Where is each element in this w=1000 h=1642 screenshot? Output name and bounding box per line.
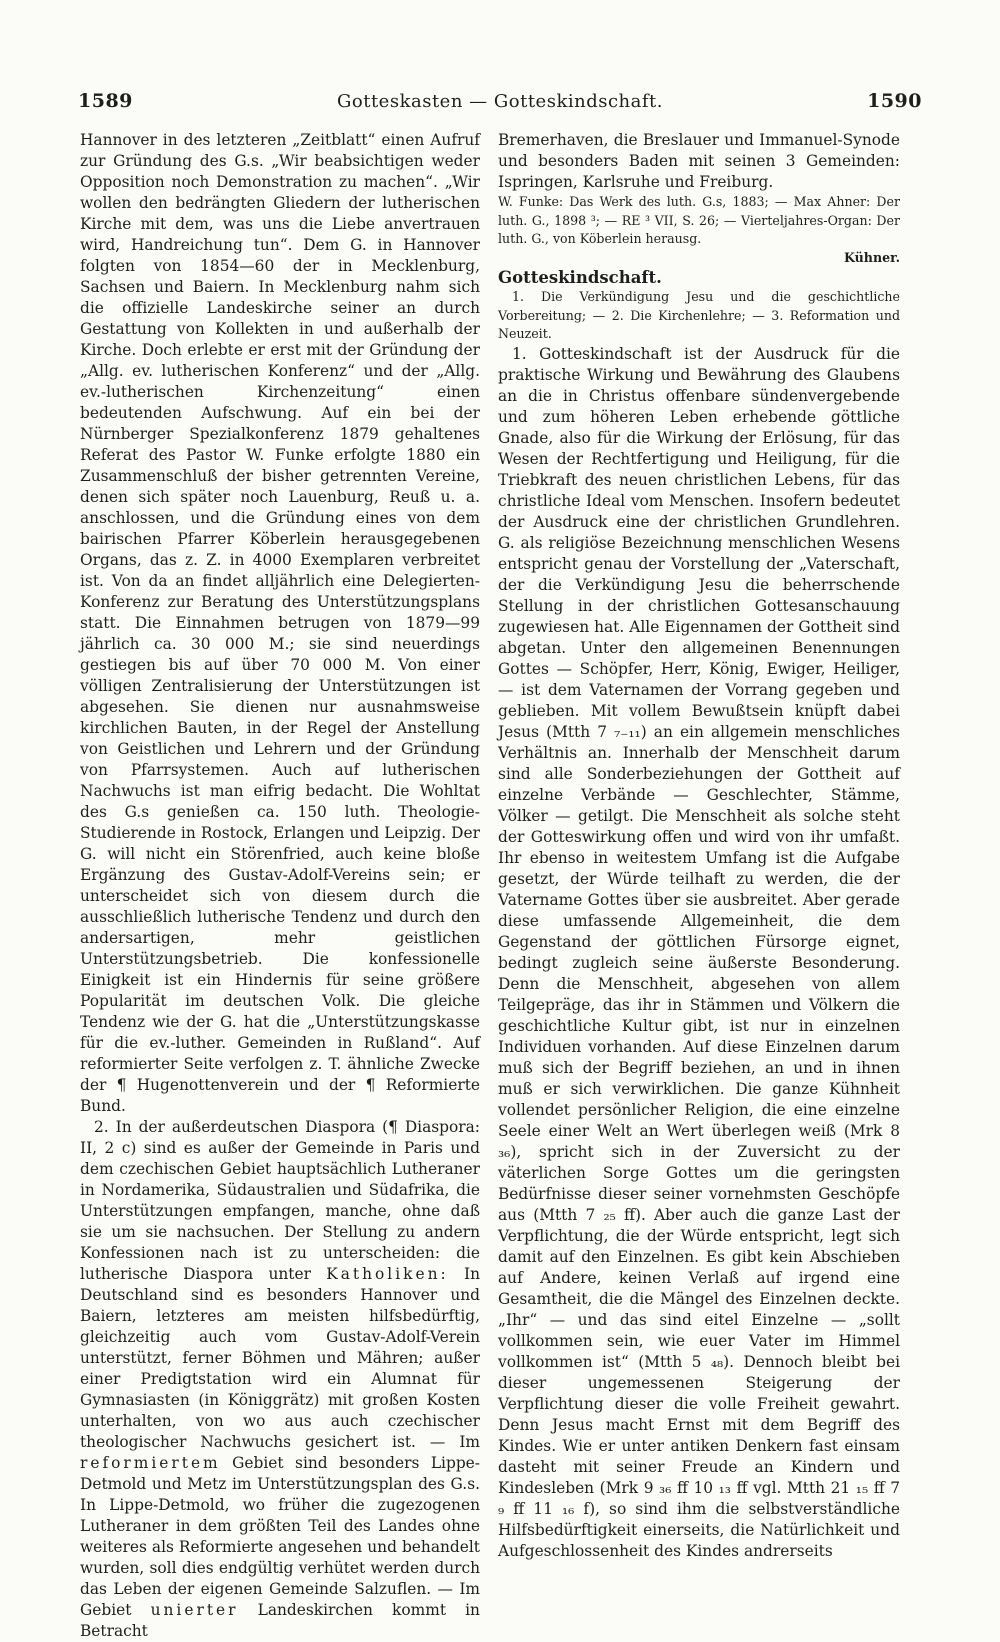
left-paragraph-2a: 2. In der außerdeutschen Diaspora (¶ Diaspora: II, 2 c) sind es außer der Gemeinde in Paris und dem czechischen Gebiet hauptsächlich Lutheraner in Nordamerika, Südaustralien und Südafrika, die Unterstützungen empfangen, manche, ohne daß sie um sie nachsuchen. Der Stellung zu andern Konfessionen nach ist zu unterscheiden: die lutherische Diaspora unter xyxy=(80,1118,480,1283)
page-header xyxy=(78,78,922,112)
references-text: W. Funke: Das Werk des luth. G.s, 1883; — Max Ahner: Der luth. G., 1898 ³; — RE ³ VII, S. 26; — Vierteljahres-Organ: Der luth. G., von Köberlein herausg. xyxy=(498,194,900,246)
page-number-left: 1589 xyxy=(78,90,133,112)
page-number-right: 1590 xyxy=(867,90,922,112)
left-paragraph-2 xyxy=(80,1117,480,1642)
left-column xyxy=(80,130,480,1642)
left-paragraph-2b: In Deutschland sind es besonders Hannover und Baiern, letzteres am meisten hilfsbedürftig, gleichzeitig auch vom Gustav-Adolf-Verein unterstützt, ferner Böhmen und Mähren; außer einer Predigtstation wird ein Alumnat für Gymnasiasten (in Königgrätz) mit großen Kosten unterhalten, von wo aus auch czechischer theologischer Nachwuchs gesichert ist. — Im xyxy=(80,1265,480,1451)
emphasis-katholiken: Katholiken: xyxy=(326,1265,449,1283)
emphasis-unierter: unierter xyxy=(150,1601,239,1619)
entry-outline xyxy=(498,288,900,344)
right-column xyxy=(498,130,900,1562)
article-author: Kühner. xyxy=(843,249,900,265)
left-paragraph-1: Hannover in des letzteren „Zeitblatt“ einen Aufruf zur Gründung des G.s. „Wir beabsichtigen weder Opposition noch Demonstration zu machen“. „Wir wollen den bedrängten Gliedern der lutherischen Kirche mit dem, was uns die Liebe anvertrauen wird, Handreichung tun“. Dem G. in Hannover folgten von 1854—60 der in Mecklenburg, Sachsen und Baiern. In Mecklenburg nahm sich die offizielle Landeskirche seiner an durch Gestattung von Kollekten in und außerhalb der Kirche. Doch erlebte er erst mit der Gründung der „Allg. ev. lutherischen Konferenz“ und der „Allg. ev.-lutherischen Kirchenzeitung“ einen bedeutenden Aufschwung. Auf ein bei der Nürnberger Spezialkonferenz 1879 gehaltenes Referat des Pastor W. Funke erfolgte 1880 ein Zusammenschluß der bisher getrennten Vereine, denen sich später noch Lauenburg, Reuß u. a. anschlossen, und die Gründung eines von dem bairischen Pfarrer Köberlein herausgegebenen Organs, das z. Z. in 4000 Exemplaren verbreitet ist. Von da an findet alljährlich eine Delegierten-Konferenz zur Beratung des Unterstützungsplans statt. Die Einnahmen betrugen von 1879—99 jährlich ca. 30 000 M.; sie sind neuerdings gestiegen bis auf über 70 000 M. Von einer völligen Zentralisierung der Unterstützungen ist abgesehen. Sie dienen nur ausnahmsweise kirchlichen Bauten, in der Regel der Anstellung von Geistlichen und Lehrern und der Gründung von Pfarrsystemen. Auch auf lutherischen Nachwuchs ist man eifrig bedacht. Die Wohltat des G.s genießen ca. 150 luth. Theologie-Studierende in Rostock, Erlangen und Leipzig. Der G. will nicht ein Störenfried, auch keine bloße Ergänzung des Gustav-Adolf-Vereins sein; er unterscheidet sich von diesem durch die ausschließlich lutherische Tendenz und durch den andersartigen, mehr geistlichen Unterstützungsbetrieb. Die konfessionelle Einigkeit ist ein Hindernis für seine größere Popularität im deutschen Volk. Die gleiche Tendenz wie der G. hat die „Unterstützungskasse für die ev.-luther. Gemeinden in Rußland“. Auf reformierter Seite verfolgen z. T. ähnliche Zwecke der ¶ Hugenottenverein und der ¶ Reformierte Bund. xyxy=(80,131,480,1115)
emphasis-reformiertem: reformiertem xyxy=(80,1454,221,1472)
left-paragraph-2d: Landeskirchen kommt in Betracht xyxy=(80,1601,480,1640)
entry-outline-text: 1. Die Verkündigung Jesu und die geschichtliche Vorbereitung; — 2. Die Kirchenlehre; — 3. Reformation und Neuzeit. xyxy=(498,289,900,341)
left-paragraph-2c: Gebiet sind besonders Lippe-Detmold und Metz im Unterstützungsplan des G.s. In Lippe-Detmold, wo früher die zugezogenen Lutheraner in dem größten Teil des Landes ohne weiteres als Reformierte angesehen und behandelt wurden, soll dies endgültig verhütet werden durch das Leben der eigenen Gemeinde Salzuflen. — Im Gebiet xyxy=(80,1454,480,1619)
references-block xyxy=(498,193,900,267)
right-paragraph-2: 1. Gotteskindschaft ist der Ausdruck für die praktische Wirkung und Bewährung des Glaubens an die in Christus offenbare sündenvergebende und zum höheren Leben erhebende göttliche Gnade, also für die Wirkung der Erlösung, für das Wesen der Rechtfertigung und Heiligung, für die Triebkraft des neuen christlichen Lebens, für das christliche Ideal vom Menschen. Insofern bedeutet der Ausdruck eine der christlichen Grundlehren. G. als religiöse Bezeichnung menschlichen Wesens entspricht genau der Vorstellung der „Vaterschaft, der die Verkündigung Jesu die beherrschende Stellung in der christlichen Gottesanschauung zugewiesen hat. Alle Eigennamen der Gottheit sind abgetan. Unter den allgemeinen Benennungen Gottes — Schöpfer, Herr, König, Ewiger, Heiliger, — ist dem Vaternamen der Vorrang gegeben und geblieben. Mit vollem Bewußtsein knüpft dabei Jesus (Mtth 7 ₇₋₁₁) an ein allgemein menschliches Verhältnis an. Innerhalb der Menschheit darum sind alle Sonderbeziehungen der Gottheit auf einzelne Verbände — Geschlechter, Stämme, Völker — getilgt. Die Menschheit als solche steht der Gotteswirkung offen und wird von ihr umfaßt. Ihr ebenso in weitestem Umfang ist die Aufgabe gesetzt, der Würde teilhaft zu werden, die der Vatername Gottes über sie ausbreitet. Aber gerade diese umfassende Allgemeinheit, die dem Gegenstand der göttlichen Fürsorge eignet, bedingt zugleich seine äußerste Besonderung. Denn die Menschheit, abgesehen von allem Teilgepräge, das ihr in Stämmen und Völkern die geschichtliche Kultur gibt, ist nur in einzelnen Individuen vorhanden. Auf diese Einzelnen darum muß sich der Begriff beziehen, an und in ihnen muß er sich verwirklichen. Die ganze Kühnheit vollendet persönlicher Religion, die eine einzelne Seele einer Welt an Wert überlegen weiß (Mrk 8 ₃₆), spricht sich in der Zuversicht zu der väterlichen Sorge Gottes um die geringsten Bedürfnisse dieser seiner vornehmsten Geschöpfe aus (Mtth 7 ₂₅ ff). Aber auch die ganze Last der Verpflichtung, die der Würde entspricht, legt sich damit auf den Einzelnen. Es gibt kein Abschieben auf Andere, keinen Verlaß auf irgend eine Gesamtheit, die die Mängel des Einzelnen deckte. „Ihr“ — und das sind eitel Einzelne — „sollt vollkommen sein, wie euer Vater im Himmel vollkommen ist“ (Mtth 5 ₄₈). Dennoch bleibt bei dieser ungemessenen Steigerung der Verpflichtung dieser die volle Freiheit gewahrt. Denn Jesus macht Ernst mit dem Begriff des Kindes. Wie er unter antiken Denkern fast einsam dasteht mit seiner Freude an Kindern und Kindesleben (Mrk 9 ₃₆ ff 10 ₁₃ ff vgl. Mtth 21 ₁₅ ff 7 ₉ ff 11 ₁₆ f), so sind ihm die selbstverständliche Hilfsbedürftigkeit einerseits, die Natürlichkeit und Aufgeschlossenheit des Kindes andrerseits xyxy=(498,344,900,1560)
right-paragraph-1: Bremerhaven, die Breslauer und Immanuel-Synode und besonders Baden mit seinen 3 Gemeinden: Ispringen, Karlsruhe und Freiburg. xyxy=(498,131,900,191)
entry-title: Gotteskindschaft. xyxy=(498,268,662,287)
running-title: Gotteskasten — Gotteskindschaft. xyxy=(337,91,663,112)
